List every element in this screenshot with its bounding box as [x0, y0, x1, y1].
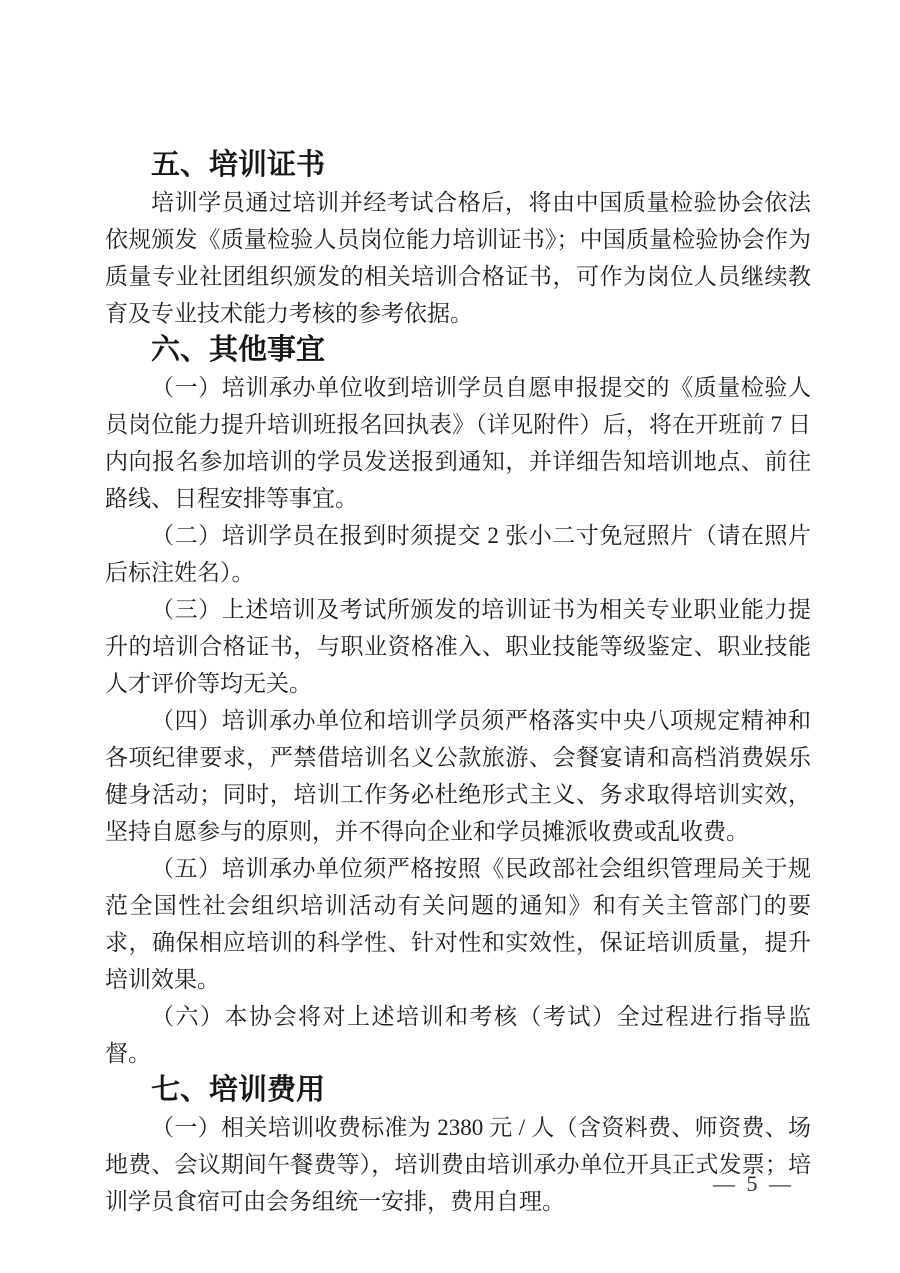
section-heading-training-fees: 七、培训费用: [151, 1074, 326, 1106]
paragraph-certificate-issuance: 培训学员通过培训并经考试合格后，将由中国质量检验协会依法依规颁发《质量检验人员岗位能力培训证书》；中国质量检验协会作为质量专业社团组织颁发的相关培训合格证书，可作为岗位人员继续教育及专业技术能力考核的参考依据。: [105, 190, 811, 326]
section-heading-other-matters: 六、其他事宜: [151, 334, 326, 366]
section-heading-training-certificate: 五、培训证书: [151, 149, 326, 181]
paragraph-other-matters-2: （二）培训学员在报到时须提交 2 张小二寸免冠照片（请在照片后标注姓名）。: [105, 523, 811, 585]
document-content: [105, 147, 811, 1220]
page-number: — 5 —: [713, 1171, 794, 1196]
paragraph-other-matters-4: （四）培训承办单位和培训学员须严格落实中央八项规定精神和各项纪律要求，严禁借培训名义公款旅游、会餐宴请和高档消费娱乐健身活动；同时，培训工作务必杜绝形式主义、务求取得培训实效，坚持自愿参与的原则，并不得向企业和学员摊派收费或乱收费。: [105, 708, 811, 844]
paragraph-training-fees-1: （一）相关培训收费标准为 2380 元 / 人（含资料费、师资费、场地费、会议期间午餐费等），培训费由培训承办单位开具正式发票；培训学员食宿可由会务组统一安排，费用自理。: [105, 1115, 811, 1214]
paragraph-other-matters-3: （三）上述培训及考试所颁发的培训证书为相关专业职业能力提升的培训合格证书，与职业资格准入、职业技能等级鉴定、职业技能人才评价等均无关。: [105, 597, 811, 696]
paragraph-other-matters-1: （一）培训承办单位收到培训学员自愿申报提交的《质量检验人员岗位能力提升培训班报名回执表》（详见附件）后，将在开班前 7 日内向报名参加培训的学员发送报到通知，并详细告知培训地点、前往路线、日程安排等事宜。: [105, 375, 811, 511]
paragraph-other-matters-5: （五）培训承办单位须严格按照《民政部社会组织管理局关于规范全国性社会组织培训活动有关问题的通知》和有关主管部门的要求，确保相应培训的科学性、针对性和实效性，保证培训质量，提升培训效果。: [105, 856, 811, 992]
paragraph-other-matters-6: （六）本协会将对上述培训和考核（考试）全过程进行指导监督。: [105, 1004, 811, 1066]
